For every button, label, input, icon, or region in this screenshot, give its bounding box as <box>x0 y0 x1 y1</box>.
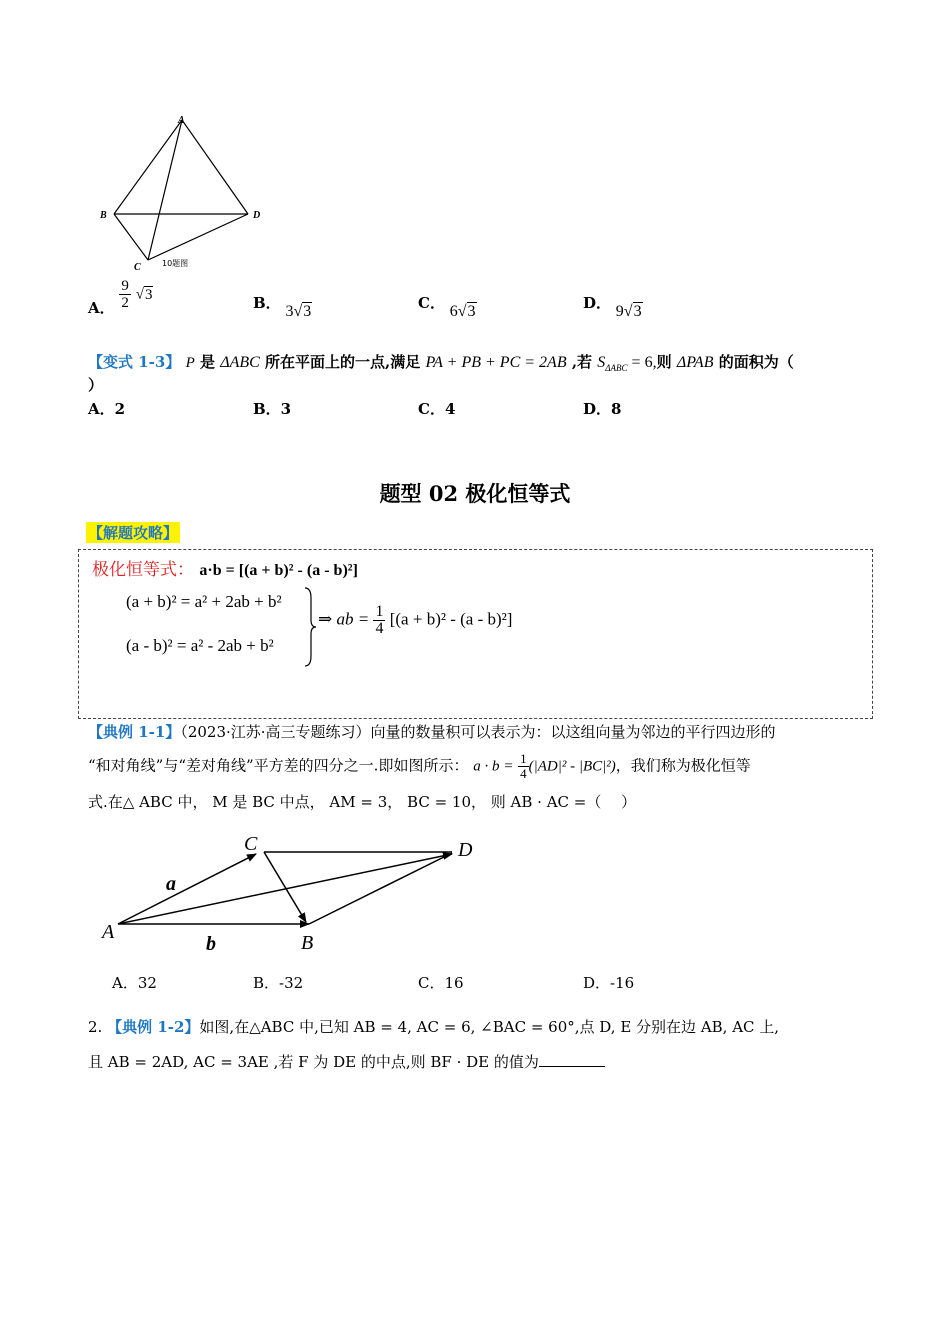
para-label-d: D <box>458 839 473 861</box>
vertex-label-b: B <box>100 210 107 221</box>
example-1-2-line-1: 2. 【典例 1-2】如图,在△ABC 中,已知 AB = 4, AC = 6, ∠BAC = 60°,点 D, E 分别在边 AB, AC 上, <box>88 1018 780 1036</box>
polarization-heading <box>92 555 358 580</box>
option-a-label: A． <box>88 298 115 317</box>
expansion-line-1: (a + b)² = a² + 2ab + b² <box>126 592 282 611</box>
example-1-2-line-2: 且 AB = 2AD, AC = 3AE ,若 F 为 DE 的中点,则 BF · DE 的值为 <box>88 1052 605 1072</box>
option-a-fraction: $\frac{9}{2}$ <box>121 278 129 311</box>
variant-1-3-question: 【变式 1-3】 P 是 ΔABC 所在平面上的一点,满足 PA + PB + PC = 2AB ,若 $S_{\Delta ABC} = 6$,则 ΔPAB 的面积为（ <box>88 353 794 373</box>
figure-caption: 10题图 <box>162 259 189 268</box>
option-c-value: 6√3 <box>449 303 476 320</box>
para-label-a: A <box>102 921 115 943</box>
polarization-label: 极化恒等式： <box>92 560 194 580</box>
example-1-2-tag: 【典例 1-2】 <box>107 1018 200 1036</box>
vector-label-b: b <box>206 933 216 955</box>
variant-option-c[interactable]: C．4 <box>418 400 456 418</box>
option-c[interactable]: C． 6√3 <box>418 294 476 320</box>
tactics-tag: 【解题攻略】 <box>88 524 179 542</box>
para-label-b: B <box>301 932 314 954</box>
variant-1-3-close-paren: ） <box>88 376 104 394</box>
expansion-line-2: (a - b)² = a² - 2ab + b² <box>126 636 274 655</box>
option-b-value: 3√3 <box>285 303 312 320</box>
para-label-c: C <box>244 833 258 855</box>
vertex-label-d: D <box>253 210 261 221</box>
option-d[interactable]: D． 9√3 <box>583 294 642 320</box>
vertex-label-a: A <box>178 115 185 126</box>
right-brace-icon <box>303 586 317 668</box>
answer-blank[interactable] <box>539 1052 605 1067</box>
polarization-formula: a·b = [(a + b)² - (a - b)²] <box>199 562 358 579</box>
polar-result: ⇒ ab = $\frac{1}{4}$ [(a + b)² - (a - b)²] <box>318 603 513 637</box>
option-b[interactable]: B． 3√3 <box>253 294 312 320</box>
vector-label-a: a <box>166 873 176 895</box>
option-d-value: 9√3 <box>615 303 642 320</box>
triangle-figure <box>90 110 280 275</box>
variant-option-b[interactable]: B．3 <box>253 400 292 418</box>
example-1-1-tag: 【典例 1-1】 <box>88 723 181 741</box>
variant-option-a[interactable]: A．2 <box>88 400 126 418</box>
example-1-1-line-1: 【典例 1-1】（2023·江苏·高三专题练习）向量的数量积可以表示为：以这组向量为邻边的平行四边形的 <box>88 723 776 741</box>
example-1-1-line-2: “和对角线”与“差对角线”平方差的四分之一.即如图所示： a · b = $\frac{1}{4}$ (|AD|² - |BC|²)，我们称为极化恒等 <box>88 751 751 781</box>
example-option-a[interactable]: A．32 <box>112 974 157 992</box>
option-a[interactable] <box>88 278 153 322</box>
option-a-radical: √3 <box>135 286 153 303</box>
variant-option-d[interactable]: D．8 <box>583 400 622 418</box>
vertex-label-c: C <box>134 262 141 273</box>
example-1-1-line-3: 式.在△ ABC 中， M 是 BC 中点， AM = 3， BC = 10， 则 AB · AC =（ ） <box>88 793 637 811</box>
variant-1-3-tag: 【变式 1-3】 <box>88 353 181 371</box>
example-option-c[interactable]: C．16 <box>418 974 464 992</box>
example-option-d[interactable]: D．-16 <box>583 974 635 992</box>
section-heading: 题型 02 极化恒等式 <box>379 481 571 506</box>
parallelogram-figure <box>96 828 488 956</box>
example-option-b[interactable]: B．-32 <box>253 974 304 992</box>
